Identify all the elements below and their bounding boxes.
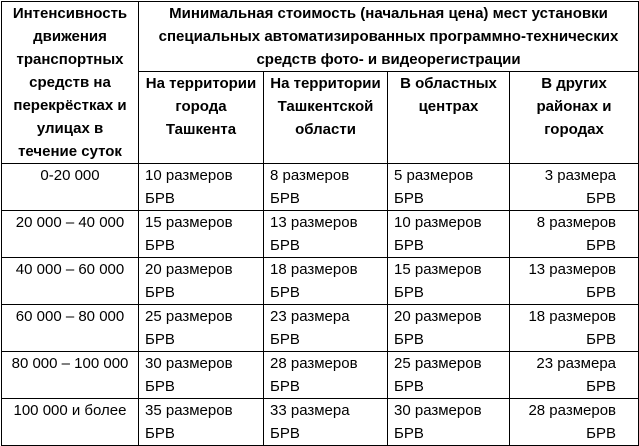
cost-table <box>1 1 639 446</box>
cost-cell: 13 размеров БРВ <box>510 258 639 305</box>
cost-cell: 10 размеров БРВ <box>139 164 264 211</box>
header-col-regional-centers: В областных центрах <box>388 72 510 164</box>
cost-cell: 13 размеров БРВ <box>264 211 388 258</box>
cost-cell: 23 размера БРВ <box>510 352 639 399</box>
cost-cell: 18 размеров БРВ <box>510 305 639 352</box>
cost-cell: 23 размера БРВ <box>264 305 388 352</box>
cost-cell: 35 размеров БРВ <box>139 399 264 446</box>
table-row <box>2 211 639 258</box>
cost-cell: 25 размеров БРВ <box>388 352 510 399</box>
cost-cell: 33 размера БРВ <box>264 399 388 446</box>
table-row <box>2 305 639 352</box>
table-row <box>2 399 639 446</box>
cost-cell: 8 размеров БРВ <box>264 164 388 211</box>
header-col-tashkent-region: На территории Ташкентской области <box>264 72 388 164</box>
header-col-tashkent-city: На территории города Ташкента <box>139 72 264 164</box>
table-row <box>2 258 639 305</box>
header-col-other-districts: В других районах и городах <box>510 72 639 164</box>
cost-cell: 30 размеров БРВ <box>388 399 510 446</box>
cost-cell: 20 размеров БРВ <box>388 305 510 352</box>
intensity-range: 20 000 – 40 000 <box>2 211 139 258</box>
intensity-range: 100 000 и более <box>2 399 139 446</box>
cost-cell: 3 размера БРВ <box>510 164 639 211</box>
table-row <box>2 164 639 211</box>
intensity-range: 0-20 000 <box>2 164 139 211</box>
cost-cell: 5 размеров БРВ <box>388 164 510 211</box>
cost-cell: 18 размеров БРВ <box>264 258 388 305</box>
cost-cell: 28 размеров БРВ <box>264 352 388 399</box>
intensity-range: 60 000 – 80 000 <box>2 305 139 352</box>
header-intensity: Интенсивность движения транспортных средств на перекрёстках и улицах в течение суток <box>2 2 139 164</box>
cost-cell: 15 размеров БРВ <box>388 258 510 305</box>
cost-cell: 10 размеров БРВ <box>388 211 510 258</box>
intensity-range: 40 000 – 60 000 <box>2 258 139 305</box>
cost-cell: 28 размеров БРВ <box>510 399 639 446</box>
intensity-range: 80 000 – 100 000 <box>2 352 139 399</box>
header-minimal-cost: Минимальная стоимость (начальная цена) мест установки специальных автоматизированных программно-технических средств фото- и видеорегистрации <box>139 2 639 72</box>
cost-cell: 20 размеров БРВ <box>139 258 264 305</box>
cost-cell: 15 размеров БРВ <box>139 211 264 258</box>
cost-cell: 8 размеров БРВ <box>510 211 639 258</box>
header-row-top <box>2 2 639 72</box>
table-row <box>2 352 639 399</box>
cost-cell: 25 размеров БРВ <box>139 305 264 352</box>
cost-cell: 30 размеров БРВ <box>139 352 264 399</box>
